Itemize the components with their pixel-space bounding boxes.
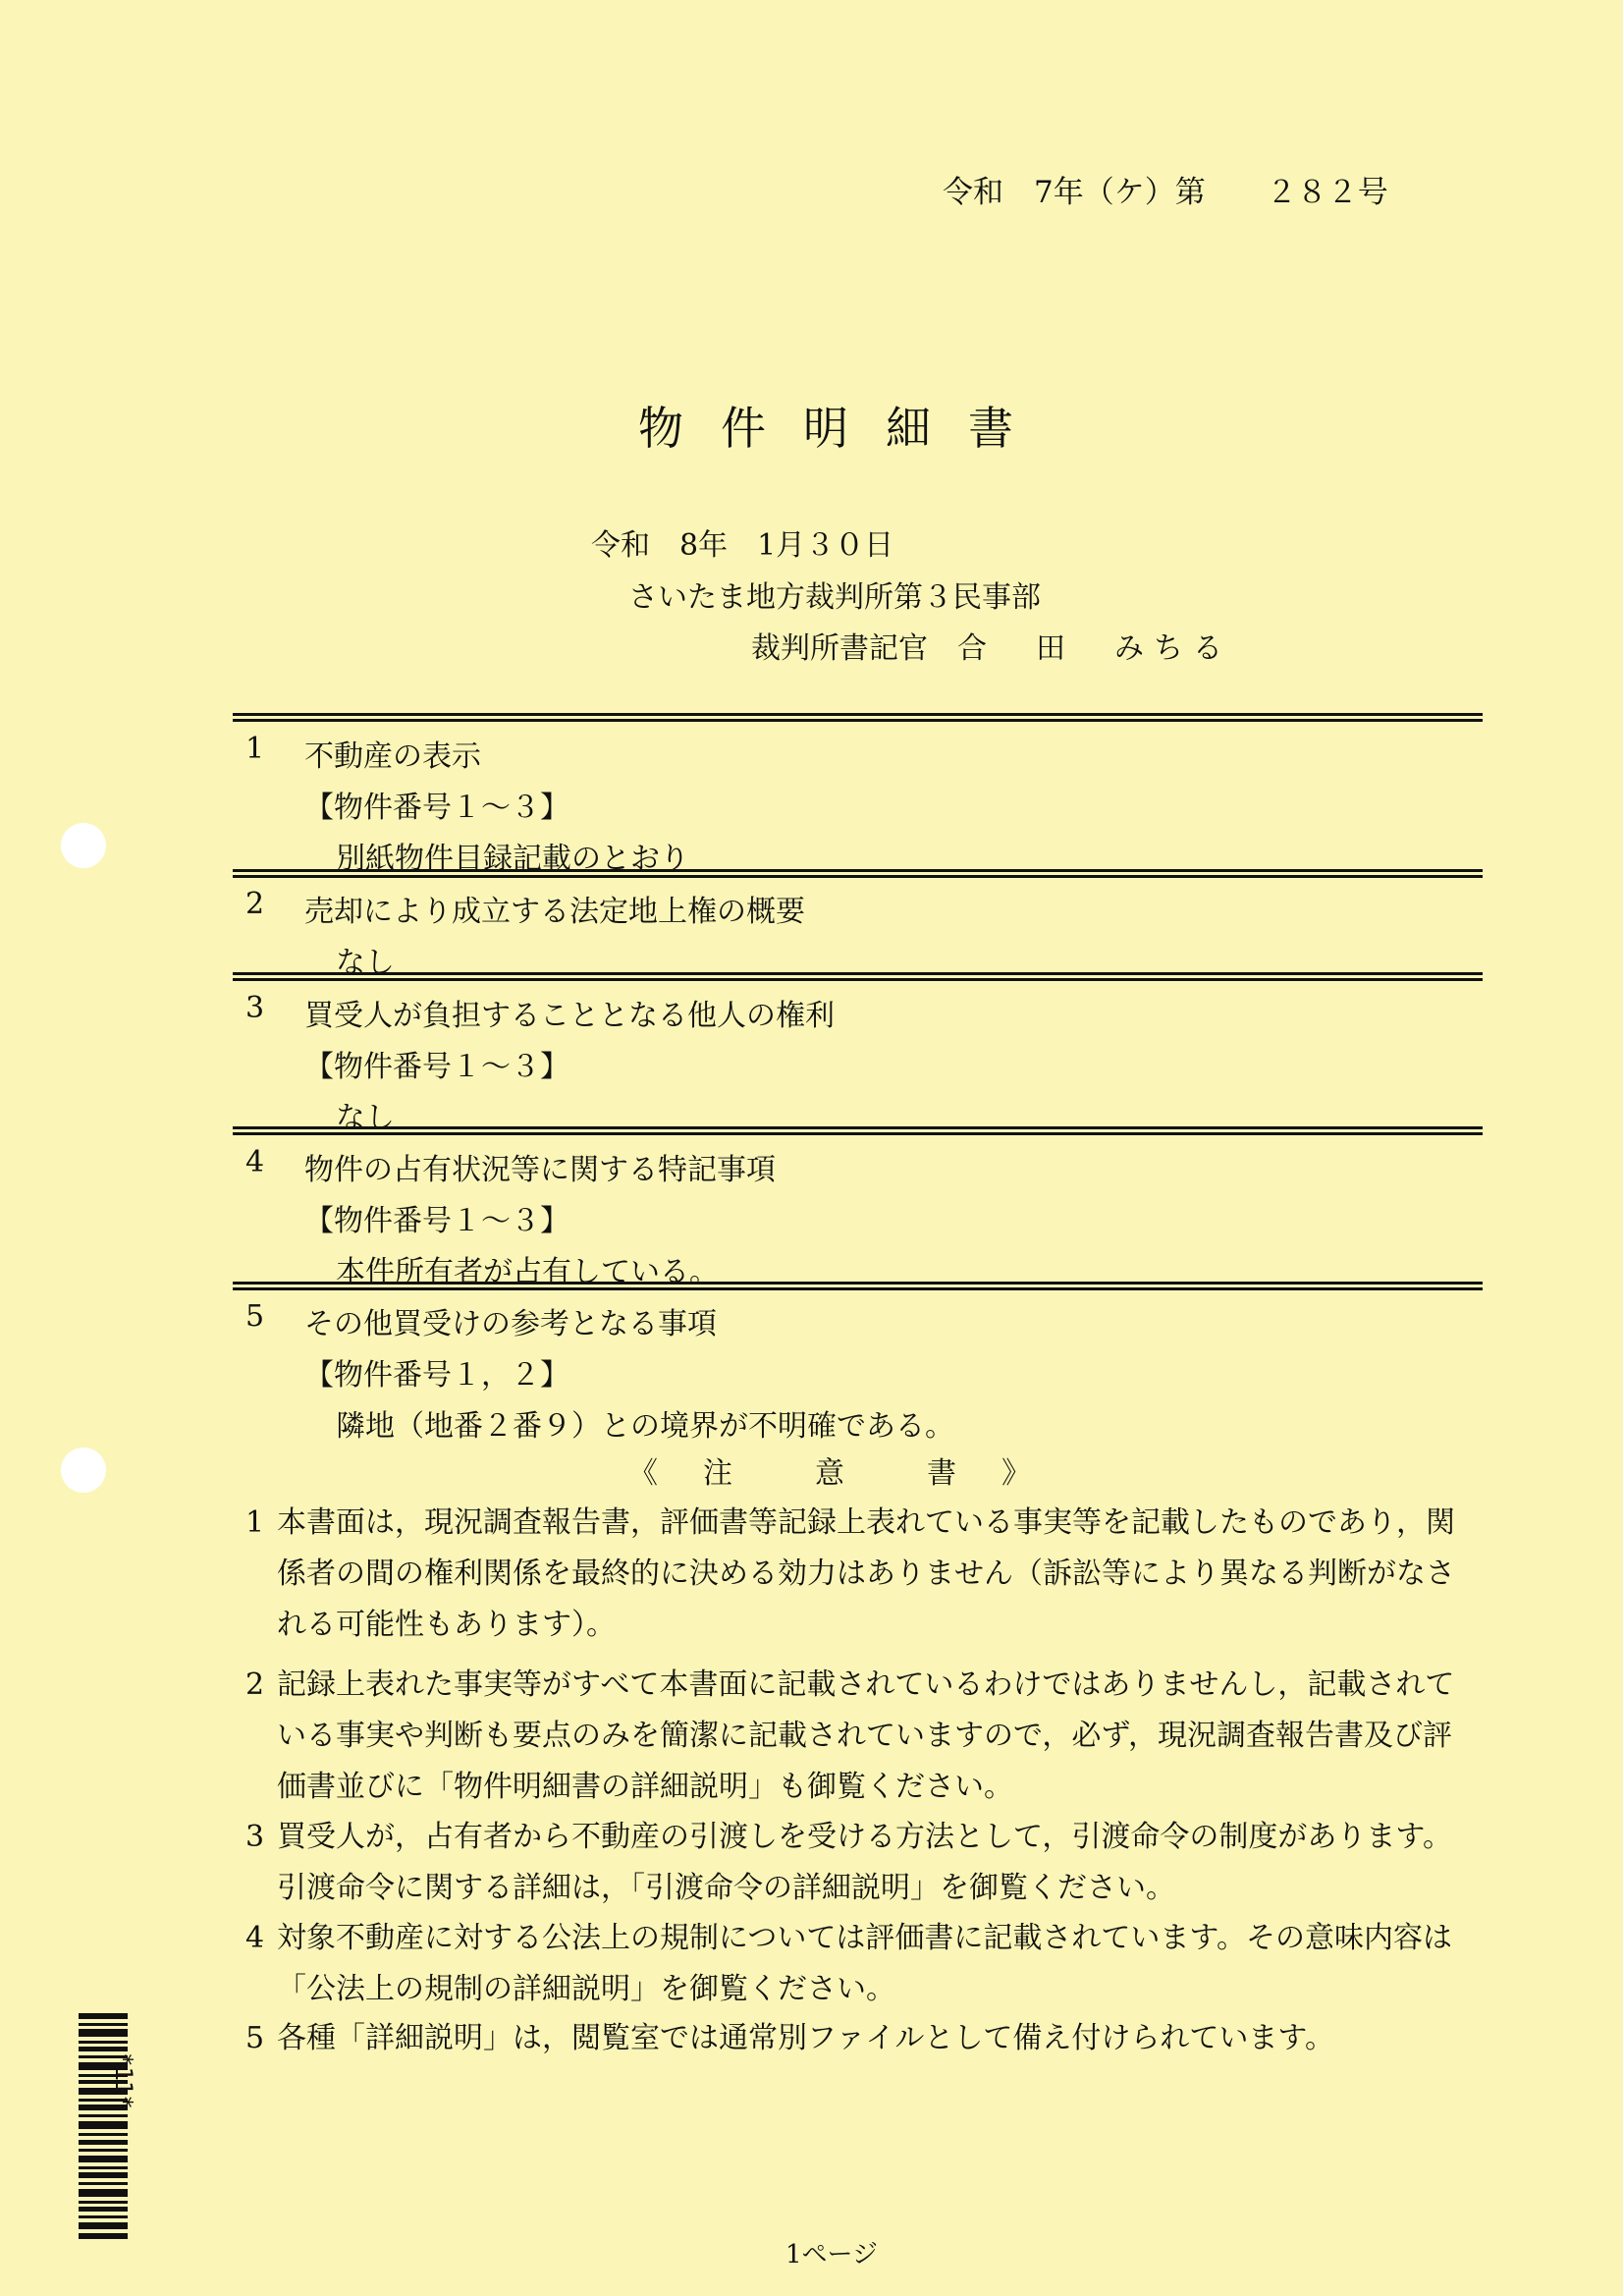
section-heading: 物件の占有状況等に関する特記事項 — [304, 1153, 776, 1187]
clerk-signature — [751, 624, 1232, 667]
section-number: 1 — [245, 732, 265, 766]
barcode-label: *11* — [110, 2052, 137, 2109]
section-divider — [233, 713, 1483, 722]
section-item: 【物件番号１～３】 — [304, 1204, 569, 1238]
note-text: 記録上表れた事実等がすべて本書面に記載されているわけではありませんし，記載されている事実や判断も要点のみを簡潔に記載されていますので，必ず，現況調査報告書及び評価書並びに「物件明細書の詳細説明」も御覧ください。 — [277, 1667, 1455, 1804]
section-heading: 不動産の表示 — [304, 739, 481, 774]
section-item: 別紙物件目録記載のとおり — [336, 842, 689, 876]
document-title: 物件明細書 — [638, 402, 1051, 455]
section-divider — [233, 1282, 1483, 1290]
note-text: 買受人が，占有者から不動産の引渡しを受ける方法として，引渡命令の制度があります。引渡命令に関する詳細は，「引渡命令の詳細説明」を御覧ください。 — [277, 1820, 1452, 1905]
note-number: 1 — [245, 1505, 265, 1540]
section-item: 本件所有者が占有している。 — [336, 1255, 719, 1289]
note-number: 2 — [245, 1667, 265, 1702]
note-item — [245, 1660, 1473, 1813]
court-name: さいたま地方裁判所第３民事部 — [628, 580, 1041, 615]
clerk-name: 合 田 みちる — [957, 631, 1232, 666]
note-number: 5 — [245, 2021, 265, 2055]
note-item — [245, 1913, 1473, 2015]
page-number: 1ページ — [785, 2240, 879, 2269]
note-text: 本書面は，現況調査報告書，評価書等記録上表れている事実等を記載したものであり，関係者の間の権利関係を最終的に決める効力はありません（訴訟等により異なる判断がなされる可能性もあります）。 — [277, 1505, 1455, 1642]
clerk-title: 裁判所書記官 — [751, 631, 928, 666]
note-text: 各種「詳細説明」は，閲覧室では通常別ファイルとして備え付けられています。 — [277, 2021, 1334, 2055]
section-heading: その他買受けの参考となる事項 — [304, 1307, 717, 1341]
section-heading: 買受人が負担することとなる他人の権利 — [304, 999, 835, 1033]
section-divider — [233, 972, 1483, 981]
section-number: 5 — [245, 1299, 265, 1334]
punch-hole — [61, 1448, 106, 1493]
section-number: 4 — [245, 1145, 265, 1179]
section-divider — [233, 1126, 1483, 1135]
note-number: 4 — [245, 1921, 265, 1955]
note-item — [245, 1498, 1473, 1651]
note-item — [245, 1812, 1473, 1914]
section-item: 【物件番号１，２】 — [304, 1358, 569, 1393]
section-item: なし — [336, 1101, 395, 1135]
note-number: 3 — [245, 1820, 265, 1854]
note-text: 対象不動産に対する公法上の規制については評価書に記載されています。その意味内容は「公法上の規制の詳細説明」を御覧ください。 — [277, 1921, 1452, 2006]
section-item: 【物件番号１～３】 — [304, 791, 569, 825]
note-item — [245, 2013, 1473, 2064]
section-item: なし — [336, 946, 395, 980]
section-item: 【物件番号１～３】 — [304, 1050, 569, 1084]
section-heading: 売却により成立する法定地上権の概要 — [304, 895, 805, 929]
punch-hole — [61, 823, 106, 868]
barcode-icon — [79, 2013, 155, 2239]
section-number: 2 — [245, 887, 265, 921]
notes-title: 《 注 意 書 》 — [628, 1456, 1039, 1491]
document-date: 令和 8年 1月３０日 — [591, 528, 894, 563]
section-divider — [233, 869, 1483, 878]
section-item: 隣地（地番２番９）との境界が不明確である。 — [336, 1409, 954, 1444]
case-number: 令和 7年（ケ）第 ２８２号 — [943, 175, 1388, 210]
section-number: 3 — [245, 991, 265, 1025]
